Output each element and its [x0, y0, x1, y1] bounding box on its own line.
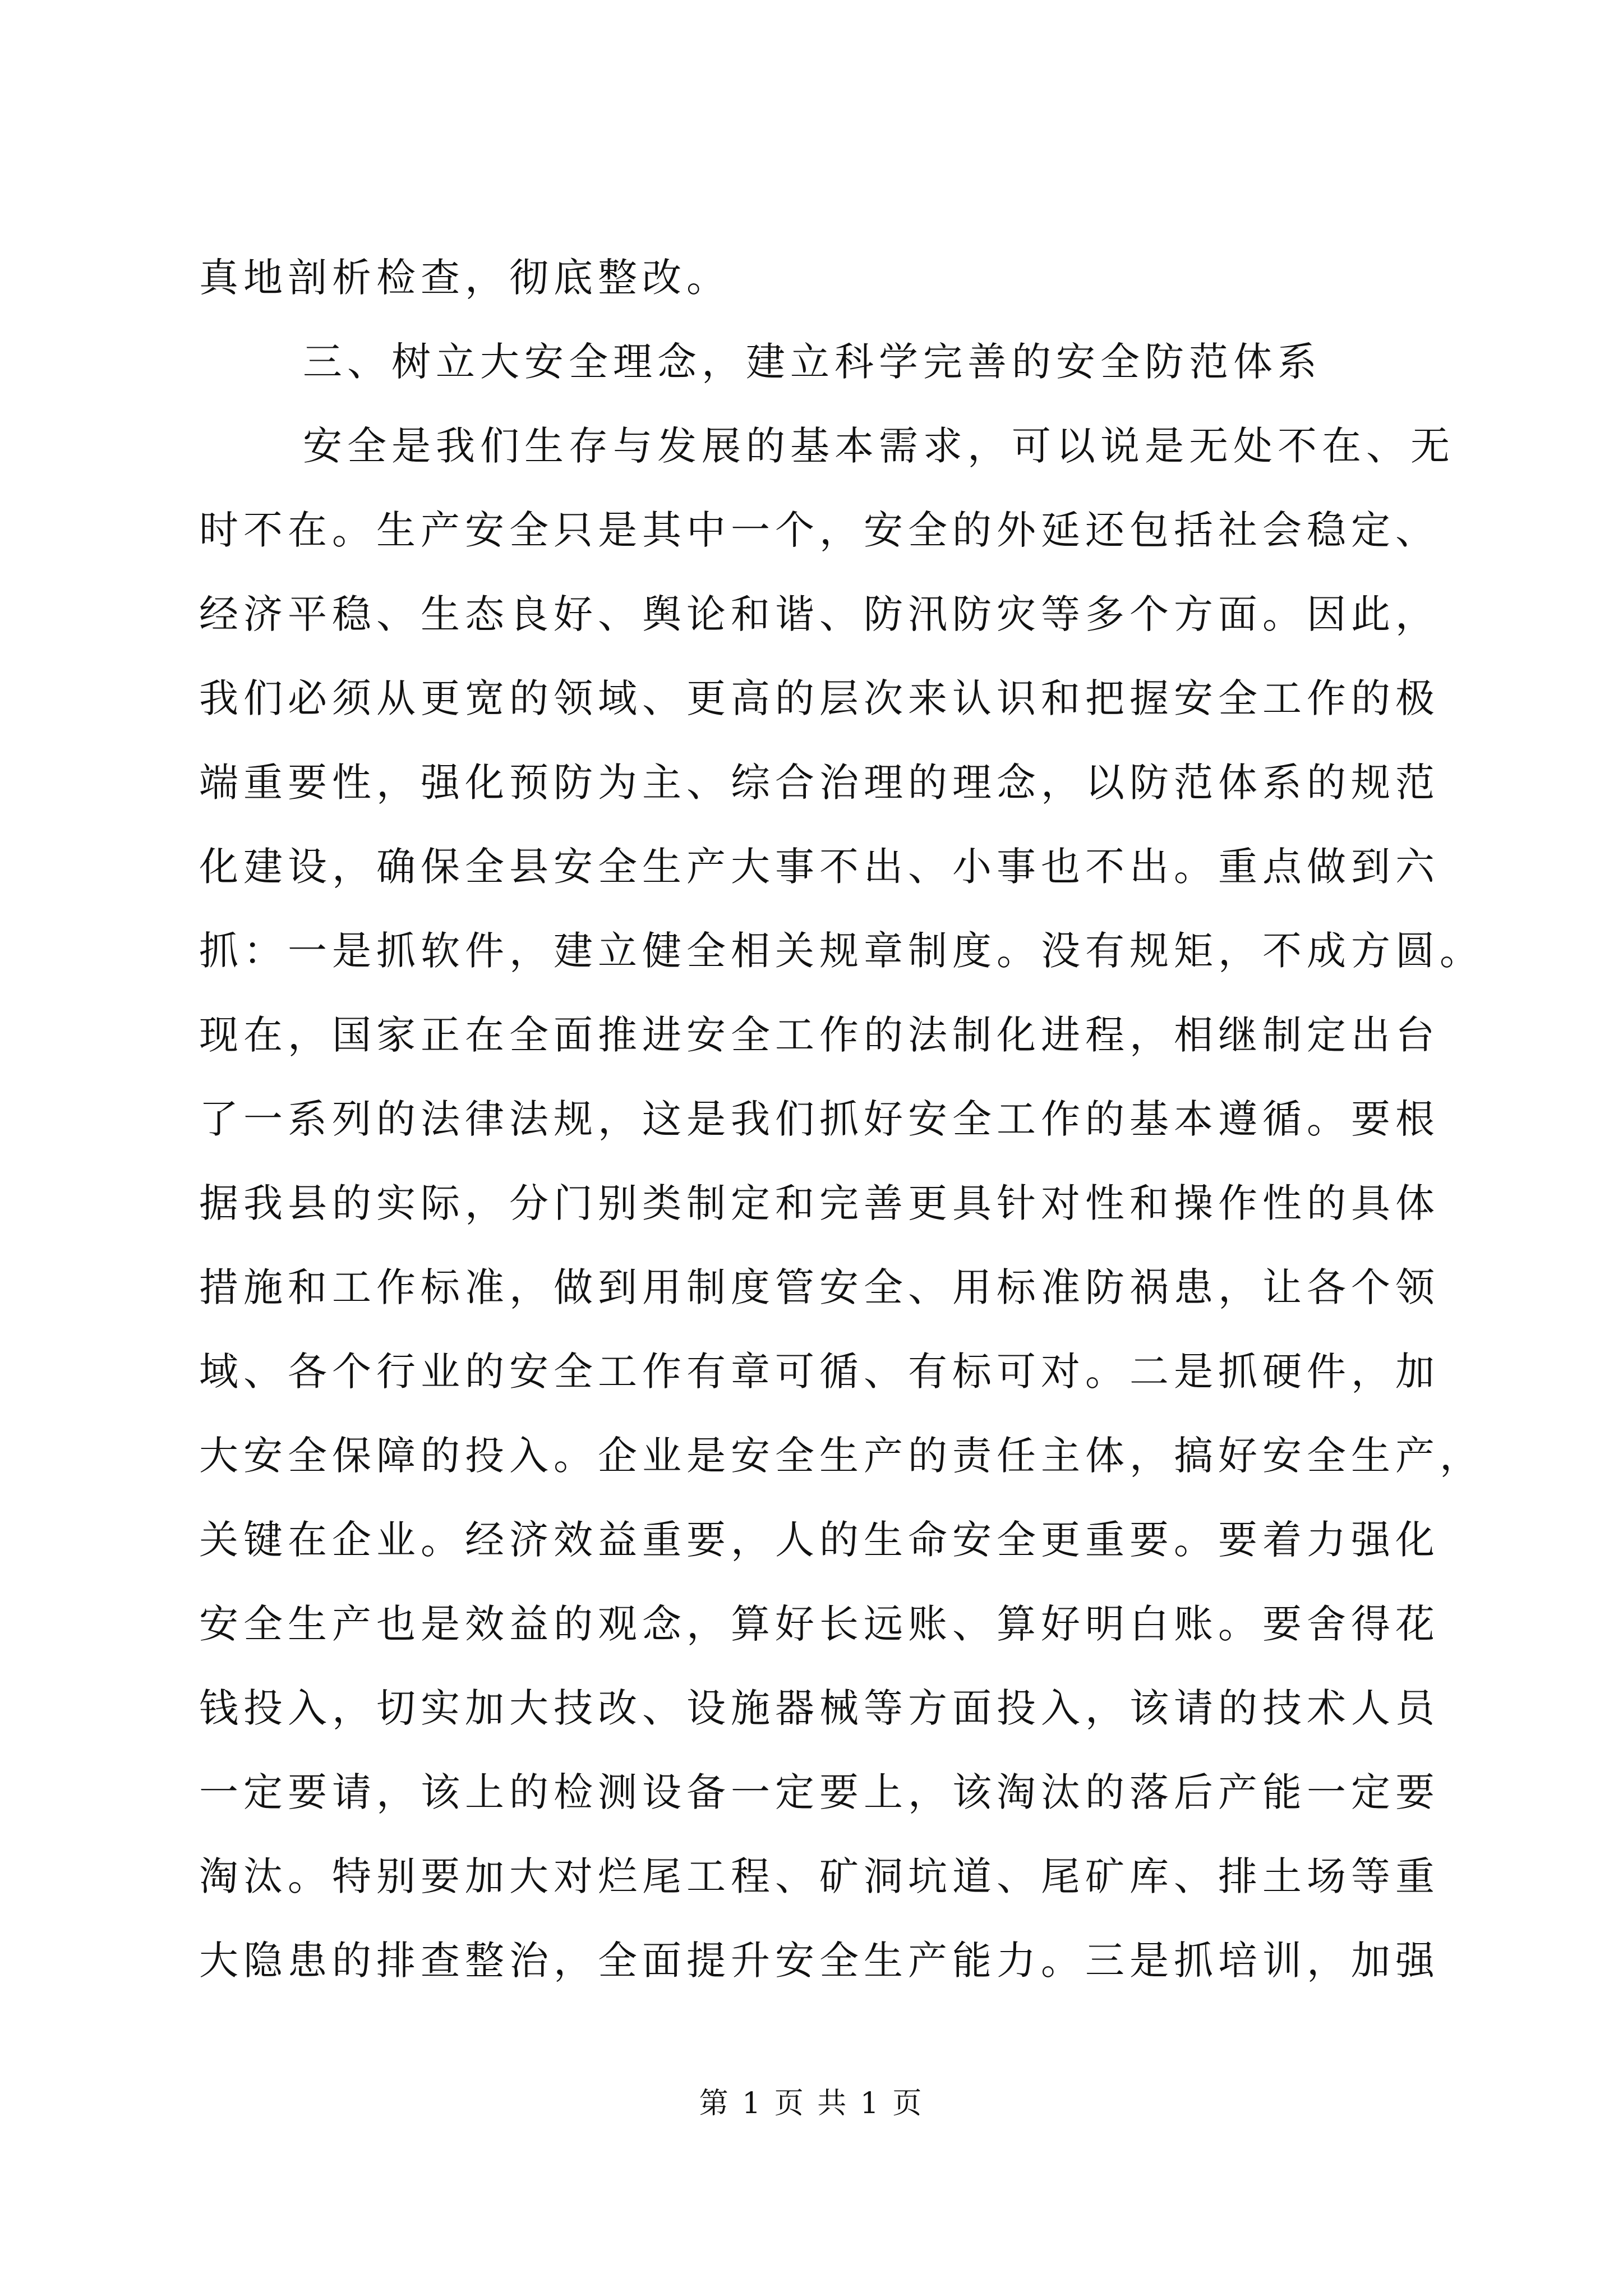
text-line: 我们必须从更宽的领域、更高的层次来认识和把握安全工作的极 — [199, 675, 1440, 721]
text-line: 真地剖析检查，彻底整改。 — [199, 255, 731, 301]
section-heading: 三、树立大安全理念，建立科学完善的安全防范体系 — [303, 339, 1322, 385]
text-line: 安全生产也是效益的观念，算好长远账、算好明白账。要舍得花 — [199, 1601, 1440, 1647]
text-line: 域、各个行业的安全工作有章可循、有标可对。二是抓硬件，加 — [199, 1349, 1440, 1395]
text-line: 关键在企业。经济效益重要，人的生命安全更重要。要着力强化 — [199, 1517, 1440, 1563]
text-line: 一定要请，该上的检测设备一定要上，该淘汰的落后产能一定要 — [199, 1769, 1440, 1815]
text-line: 钱投入，切实加大技改、设施器械等方面投入，该请的技术人员 — [199, 1685, 1440, 1731]
text-line: 经济平稳、生态良好、舆论和谐、防汛防灾等多个方面。因此， — [199, 591, 1440, 637]
text-line: 化建设，确保全县安全生产大事不出、小事也不出。重点做到六 — [199, 844, 1440, 890]
text-line: 淘汰。特别要加大对烂尾工程、矿洞坑道、尾矿库、排土场等重 — [199, 1853, 1440, 1899]
text-line: 据我县的实际，分门别类制定和完善更具针对性和操作性的具体 — [199, 1180, 1440, 1226]
text-line: 措施和工作标准，做到用制度管安全、用标准防祸患，让各个领 — [199, 1264, 1440, 1310]
text-line: 时不在。生产安全只是其中一个，安全的外延还包括社会稳定、 — [199, 507, 1440, 553]
text-line: 抓：一是抓软件，建立健全相关规章制度。没有规矩，不成方圆。 — [199, 928, 1484, 974]
text-line: 大隐患的排查整治，全面提升安全生产能力。三是抓培训，加强 — [199, 1938, 1440, 1984]
text-line: 了一系列的法律法规，这是我们抓好安全工作的基本遵循。要根 — [199, 1096, 1440, 1142]
text-line: 安全是我们生存与发展的基本需求，可以说是无处不在、无 — [303, 423, 1455, 469]
text-line: 现在，国家正在全面推进安全工作的法制化进程，相继制定出台 — [199, 1012, 1440, 1058]
text-line: 大安全保障的投入。企业是安全生产的责任主体，搞好安全生产， — [199, 1433, 1484, 1479]
page-footer: 第 1 页 共 1 页 — [699, 2087, 924, 2120]
text-line: 端重要性，强化预防为主、综合治理的理念，以防范体系的规范 — [199, 760, 1440, 806]
